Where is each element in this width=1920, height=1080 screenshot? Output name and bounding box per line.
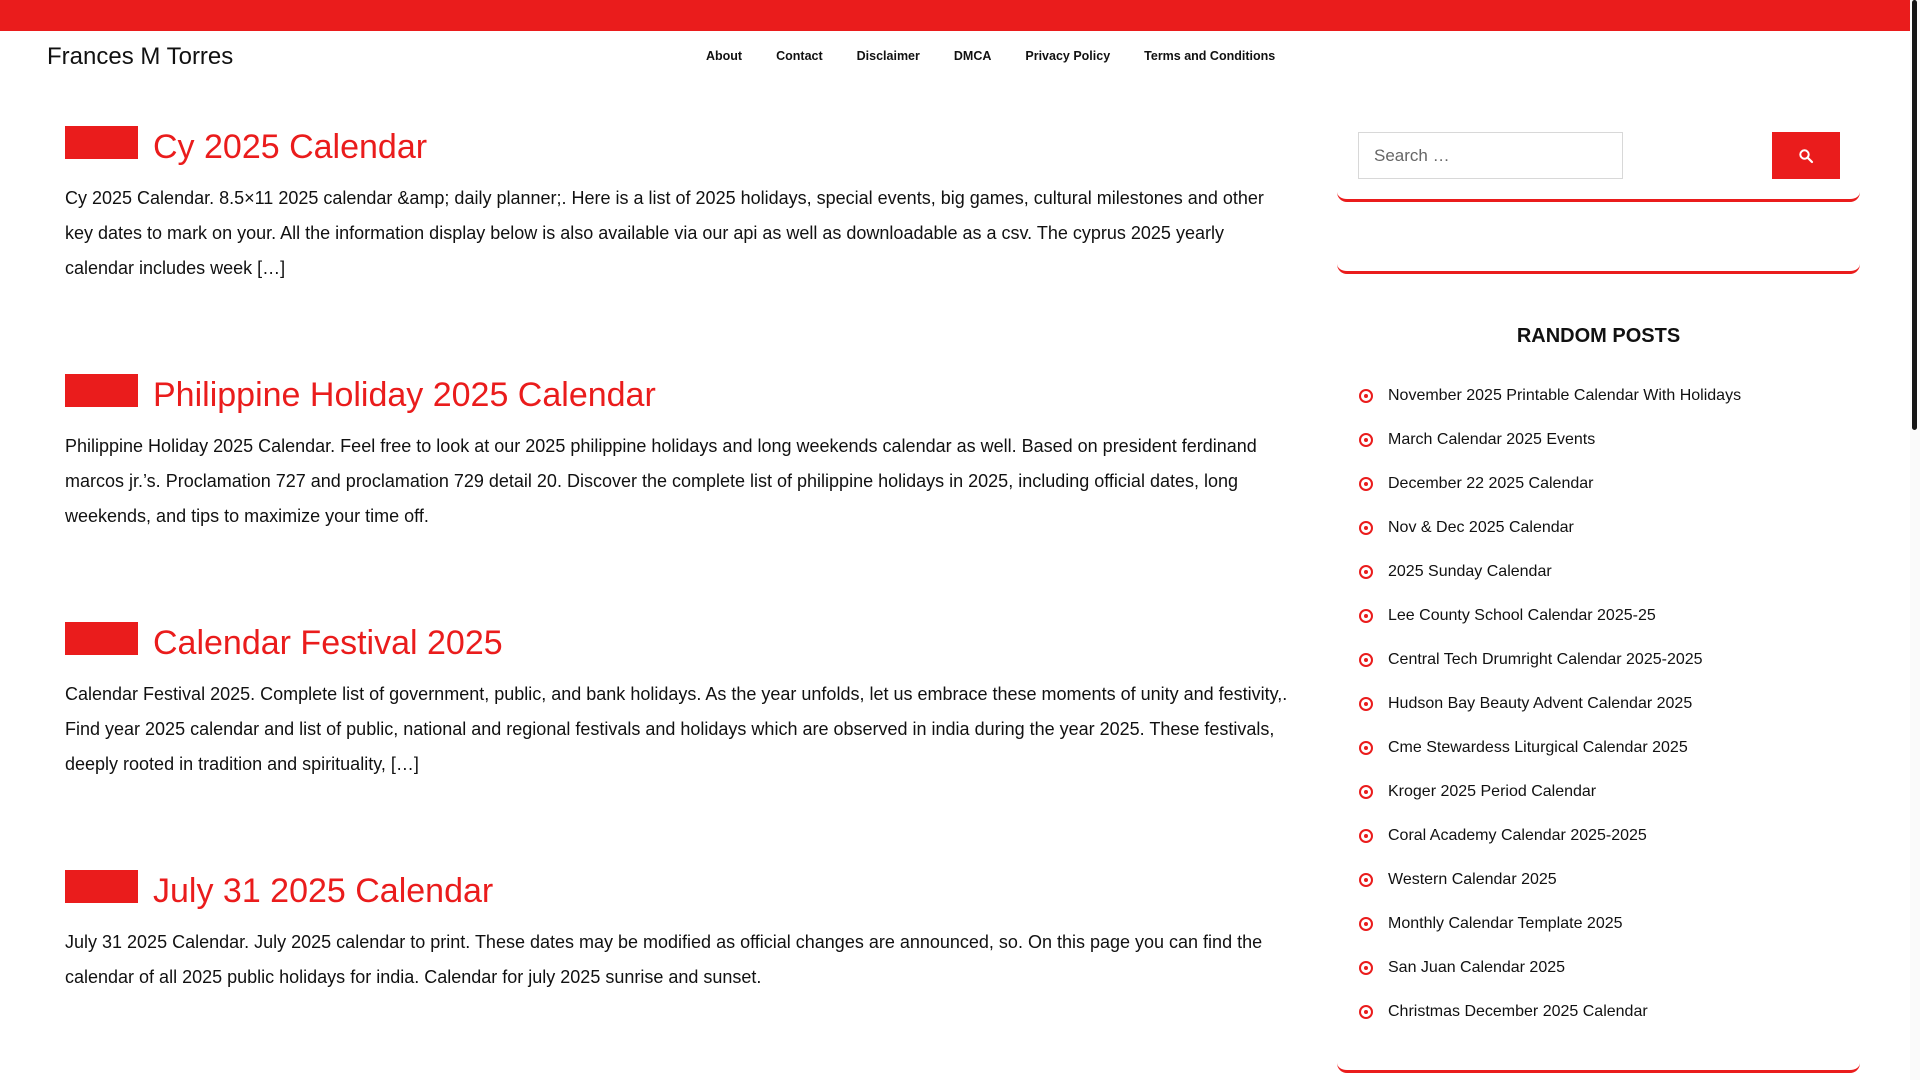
bullet-circle-icon	[1359, 389, 1373, 403]
post-list	[65, 126, 1295, 1080]
list-item	[1359, 990, 1860, 1034]
page-scrollbar[interactable]	[1910, 0, 1920, 1080]
post-excerpt: Philippine Holiday 2025 Calendar. Feel free to look at our 2025 philippine holidays and long weekends calendar as well. Based on president ferdinand marcos jr.’s. Proclamation 727 and proclamation 729 detail 20. Discover the complete list of philippine holidays in 2025, including official dates, long weekends, and tips to maximize your time off.	[65, 436, 1257, 526]
nav-contact[interactable]: Contact	[776, 49, 823, 63]
list-item	[1359, 594, 1860, 638]
nav-disclaimer[interactable]: Disclaimer	[856, 49, 920, 63]
random-post-link[interactable]: December 22 2025 Calendar	[1388, 475, 1594, 492]
random-posts-widget	[1337, 274, 1860, 1073]
post-heading	[65, 374, 1295, 429]
bullet-circle-icon	[1359, 521, 1373, 535]
site-title-link[interactable]: Frances M Torres	[47, 43, 234, 70]
post-heading	[65, 870, 1295, 925]
random-post-link[interactable]: 2025 Sunday Calendar	[1388, 563, 1552, 580]
random-post-link[interactable]: Nov & Dec 2025 Calendar	[1388, 519, 1574, 536]
bullet-circle-icon	[1359, 609, 1373, 623]
random-post-link[interactable]: Coral Academy Calendar 2025-2025	[1388, 827, 1647, 844]
empty-widget	[1337, 202, 1860, 274]
bullet-circle-icon	[1359, 477, 1373, 491]
random-post-link[interactable]: Christmas December 2025 Calendar	[1388, 1003, 1648, 1020]
bullet-circle-icon	[1359, 961, 1373, 975]
search-icon	[1798, 148, 1814, 164]
random-post-link[interactable]: March Calendar 2025 Events	[1388, 431, 1596, 448]
random-post-link[interactable]: Monthly Calendar Template 2025	[1388, 915, 1623, 932]
post-excerpt: Cy 2025 Calendar. 8.5×11 2025 calendar &amp; daily planner;. Here is a list of 2025 holidays, special events, big games, cultural milestones and other key dates to mark on your. All the information display below is also available via our api as well as downloadable as a csv. The cyprus 2025 yearly calendar includes week […]	[65, 188, 1264, 278]
list-item	[1359, 550, 1860, 594]
nav-terms-and-conditions[interactable]: Terms and Conditions	[1144, 49, 1276, 63]
list-item	[1359, 506, 1860, 550]
random-post-link[interactable]: Cme Stewardess Liturgical Calendar 2025	[1388, 739, 1688, 756]
search-input[interactable]	[1358, 132, 1623, 179]
random-posts-title: RANDOM POSTS	[1516, 325, 1681, 347]
bullet-circle-icon	[1359, 1005, 1373, 1019]
bullet-circle-icon	[1359, 917, 1373, 931]
sidebar	[1337, 118, 1860, 1073]
post-heading	[65, 622, 1295, 677]
search-widget	[1337, 118, 1860, 202]
random-posts-list	[1337, 374, 1860, 1034]
nav-dmca[interactable]: DMCA	[953, 49, 992, 63]
post-title-link[interactable]: July 31 2025 Calendar	[153, 872, 494, 910]
bullet-circle-icon	[1359, 873, 1373, 887]
list-item	[1359, 638, 1860, 682]
post-category-tag[interactable]	[65, 126, 138, 159]
random-post-link[interactable]: Kroger 2025 Period Calendar	[1388, 783, 1597, 800]
list-item	[1359, 418, 1860, 462]
list-item	[1359, 946, 1860, 990]
random-post-link[interactable]: November 2025 Printable Calendar With Holidays	[1388, 387, 1742, 404]
scrollbar-thumb[interactable]	[1912, 0, 1917, 430]
bullet-circle-icon	[1359, 741, 1373, 755]
post-category-tag[interactable]	[65, 870, 138, 903]
bullet-circle-icon	[1359, 653, 1373, 667]
post-title-link[interactable]: Calendar Festival 2025	[153, 624, 503, 662]
bullet-circle-icon	[1359, 565, 1373, 579]
list-item	[1359, 374, 1860, 418]
list-item	[1359, 770, 1860, 814]
post-card	[65, 870, 1295, 1080]
post-heading	[65, 126, 1295, 181]
post-title-link[interactable]: Philippine Holiday 2025 Calendar	[153, 376, 656, 414]
random-post-link[interactable]: Central Tech Drumright Calendar 2025-2025	[1388, 651, 1703, 668]
top-accent-bar	[0, 0, 1910, 31]
list-item	[1359, 814, 1860, 858]
post-category-tag[interactable]	[65, 622, 138, 655]
list-item	[1359, 682, 1860, 726]
bullet-circle-icon	[1359, 433, 1373, 447]
bullet-circle-icon	[1359, 829, 1373, 843]
post-card	[65, 126, 1295, 374]
site-header	[0, 31, 1910, 83]
nav-privacy-policy[interactable]: Privacy Policy	[1025, 49, 1111, 63]
search-button[interactable]	[1772, 132, 1840, 179]
post-excerpt: Calendar Festival 2025. Complete list of government, public, and bank holidays. As the year unfolds, let us embrace these moments of unity and festivity,. Find year 2025 calendar and list of public, national and regional festivals and holidays which are observed in india during the year 2025. These festivals, deeply rooted in tradition and spirituality, […]	[65, 684, 1288, 774]
post-title-link[interactable]: Cy 2025 Calendar	[153, 128, 428, 166]
random-post-link[interactable]: Hudson Bay Beauty Advent Calendar 2025	[1388, 695, 1693, 712]
list-item	[1359, 902, 1860, 946]
random-post-link[interactable]: San Juan Calendar 2025	[1388, 959, 1566, 976]
nav-about[interactable]: About	[706, 49, 743, 63]
random-post-link[interactable]: Western Calendar 2025	[1388, 871, 1557, 888]
main-nav	[706, 49, 1309, 63]
random-post-link[interactable]: Lee County School Calendar 2025-25	[1388, 607, 1656, 624]
post-card	[65, 374, 1295, 622]
list-item	[1359, 462, 1860, 506]
list-item	[1359, 858, 1860, 902]
bullet-circle-icon	[1359, 697, 1373, 711]
post-excerpt: July 31 2025 Calendar. July 2025 calendar to print. These dates may be modified as official changes are announced, so. On this page you can find the calendar of all 2025 public holidays for india. Calendar for july 2025 sunrise and sunset.	[65, 932, 1263, 987]
post-card	[65, 622, 1295, 870]
post-category-tag[interactable]	[65, 374, 138, 407]
list-item	[1359, 726, 1860, 770]
bullet-circle-icon	[1359, 785, 1373, 799]
